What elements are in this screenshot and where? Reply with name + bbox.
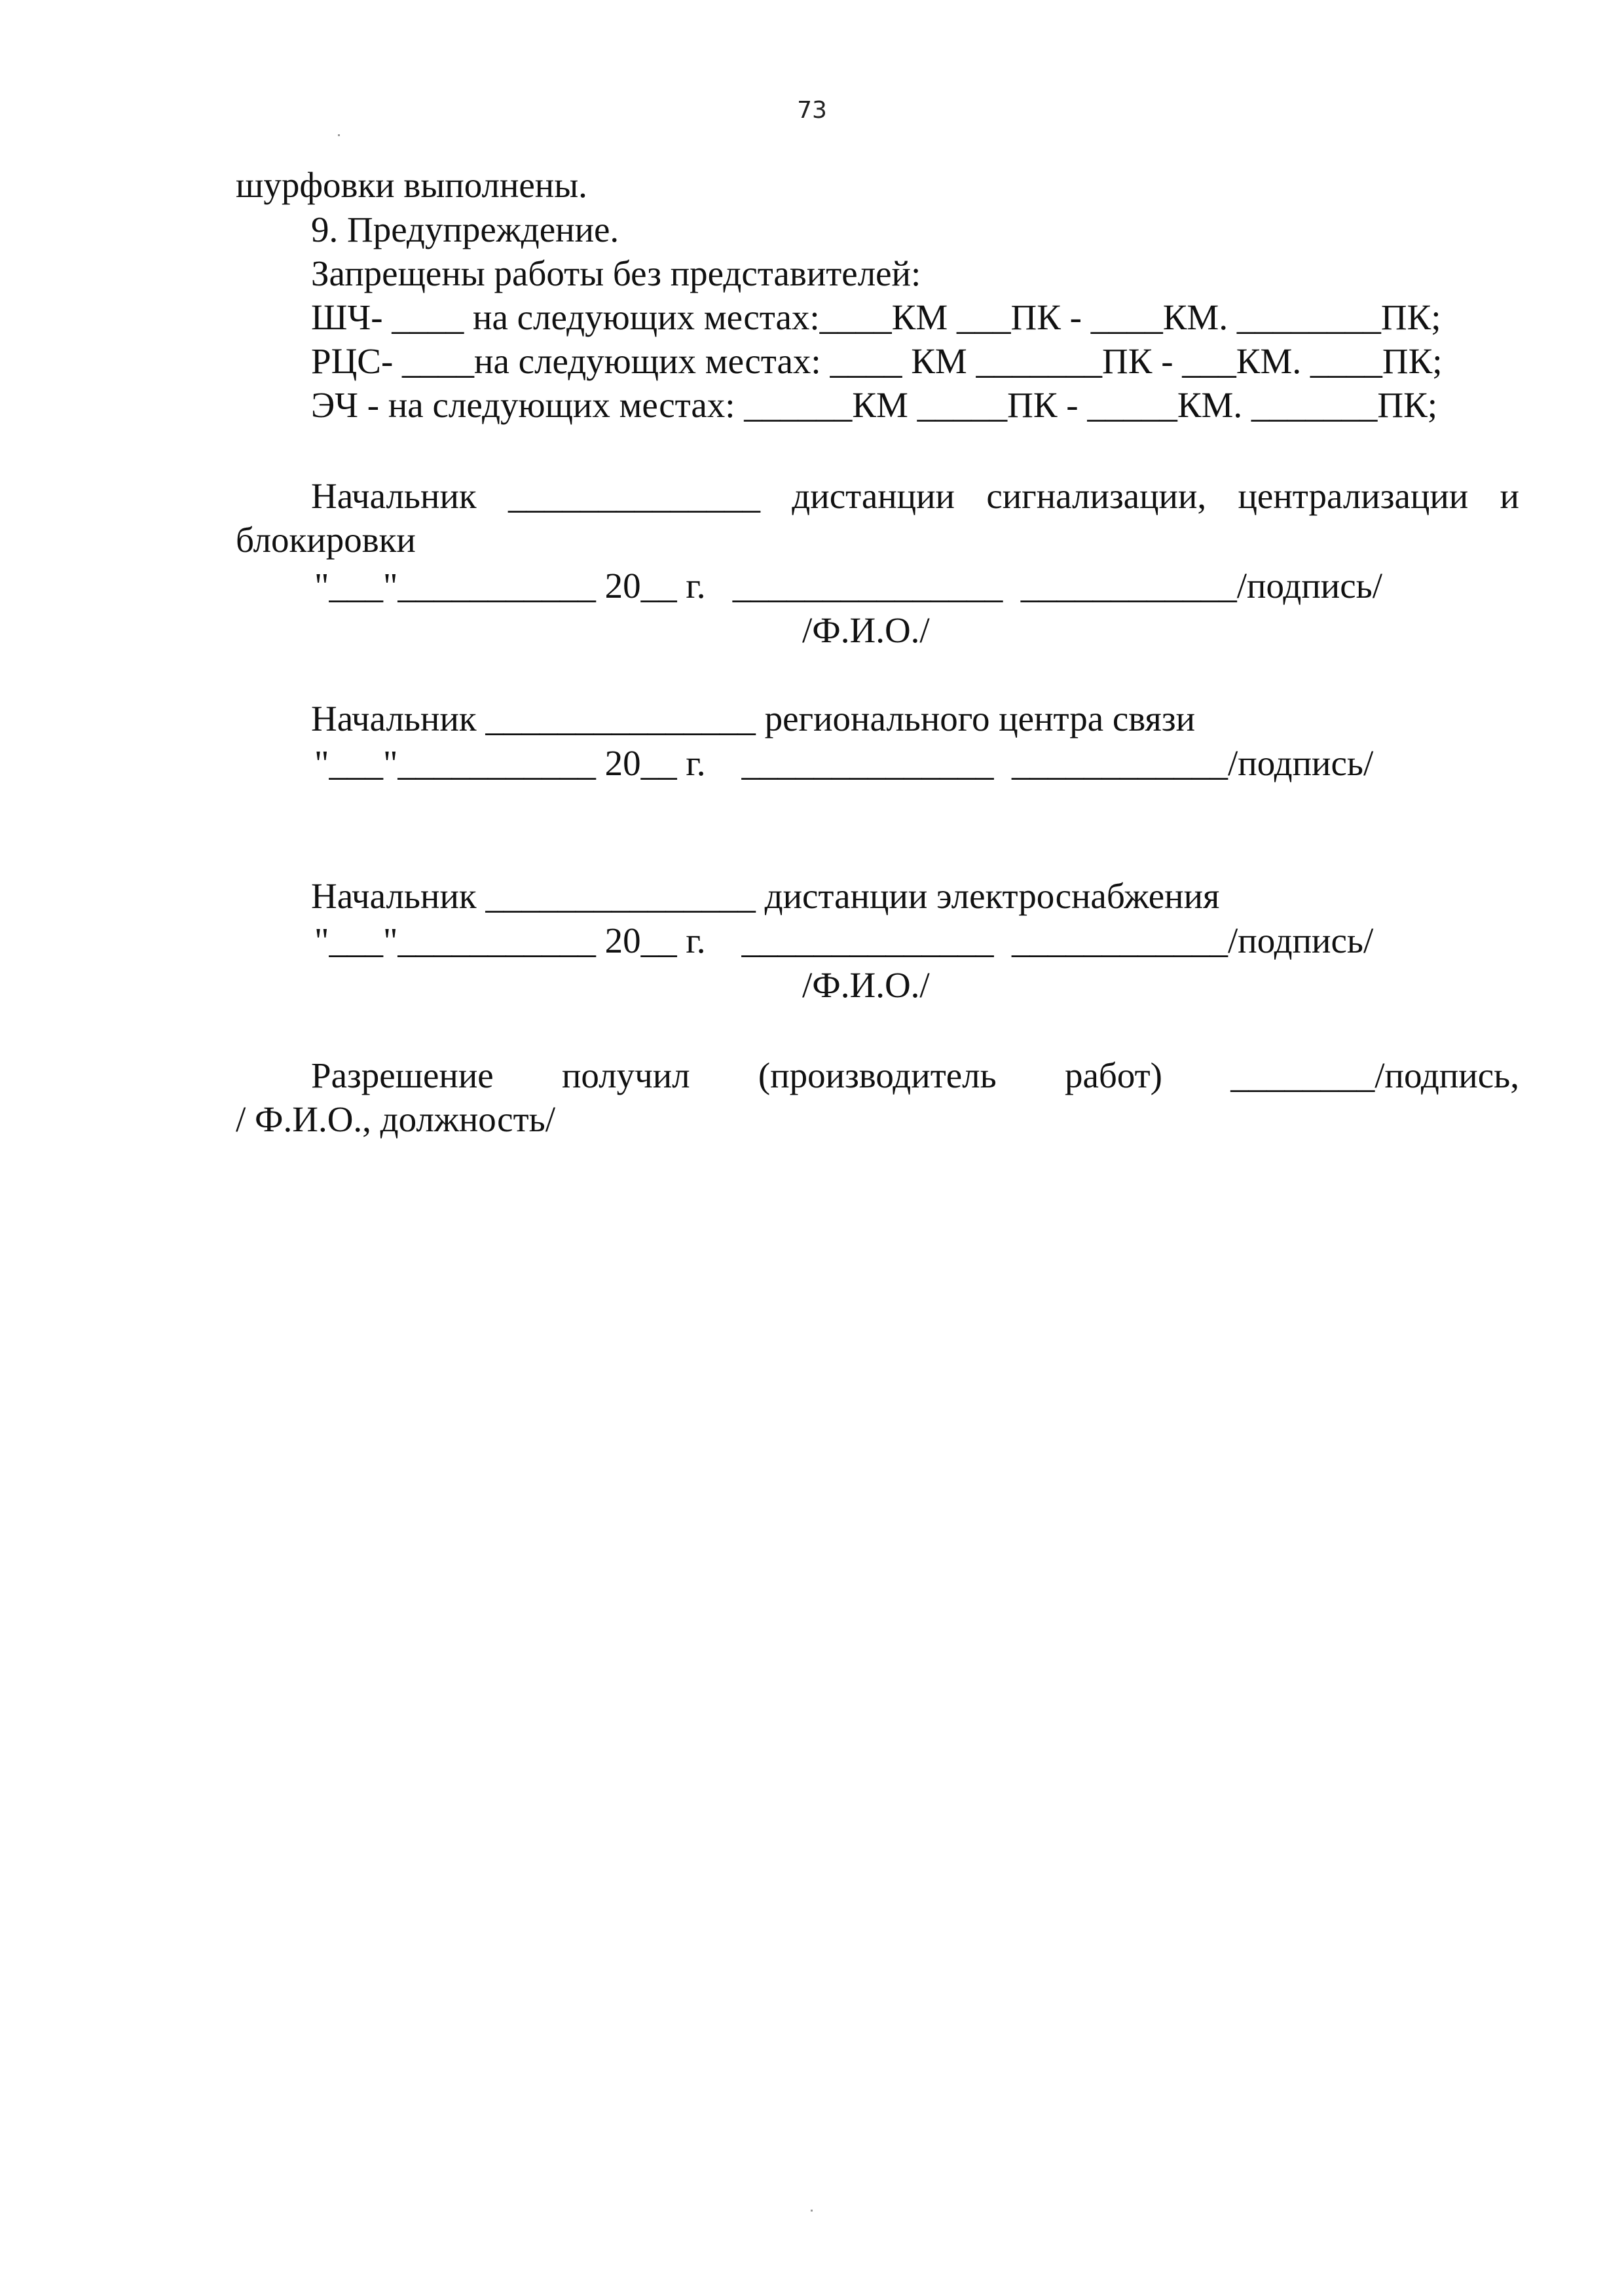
permission-line (311, 1054, 1519, 1097)
ech-places-line: ЭЧ - на следующих местах: ______КМ _____ПК - _____КМ. _______ПК; (311, 385, 1438, 425)
permission-word: получил (561, 1055, 690, 1095)
shch-head-word: централизации (1238, 476, 1469, 516)
warning-heading: 9. Предупреждение. (311, 210, 619, 249)
ech-date-signature-line: "___"___________ 20__ г. ______________ ____________/подпись/ (314, 920, 1374, 960)
permission-line-2: / Ф.И.О., должность/ (236, 1099, 555, 1139)
shch-head-word: ______________ (507, 476, 760, 516)
ech-fio-label: /Ф.И.О./ (802, 965, 930, 1005)
rcs-date-signature-line: "___"___________ 20__ г. ______________ ____________/подпись/ (314, 743, 1374, 783)
shch-head-word: дистанции (792, 476, 955, 516)
shch-head-line-2: блокировки (236, 520, 416, 560)
scan-dot-bottom (811, 2210, 813, 2212)
rcs-places-line: РЦС- ____на следующих местах: ____ КМ _______ПК - ___КМ. ____ПК; (311, 341, 1443, 381)
shch-head-word: сигнализации, (986, 476, 1207, 516)
text-line-continuation: шурфовки выполнены. (236, 165, 587, 205)
prohibition-text: Запрещены работы без представителей: (311, 253, 921, 293)
permission-word: ________/подпись, (1230, 1055, 1519, 1095)
shch-head-word: и (1500, 476, 1519, 516)
permission-word: работ) (1064, 1055, 1162, 1095)
permission-word: (производитель (758, 1055, 997, 1095)
permission-word: Разрешение (311, 1055, 494, 1095)
shch-head-word: Начальник (311, 476, 477, 516)
shch-date-signature-line: "___"___________ 20__ г. _______________ ____________/подпись/ (314, 566, 1383, 606)
rcs-head-line: Начальник _______________ регионального центра связи (311, 699, 1195, 738)
shch-fio-label: /Ф.И.О./ (802, 610, 930, 650)
ech-head-line: Начальник _______________ дистанции электроснабжения (311, 876, 1220, 916)
shch-places-line: ШЧ- ____ на следующих местах:____КМ ___ПК - ____КМ. ________ПК; (311, 297, 1441, 337)
page-number: 73 (797, 97, 827, 124)
shch-head-line (311, 475, 1519, 518)
scan-dot-top (338, 134, 340, 136)
